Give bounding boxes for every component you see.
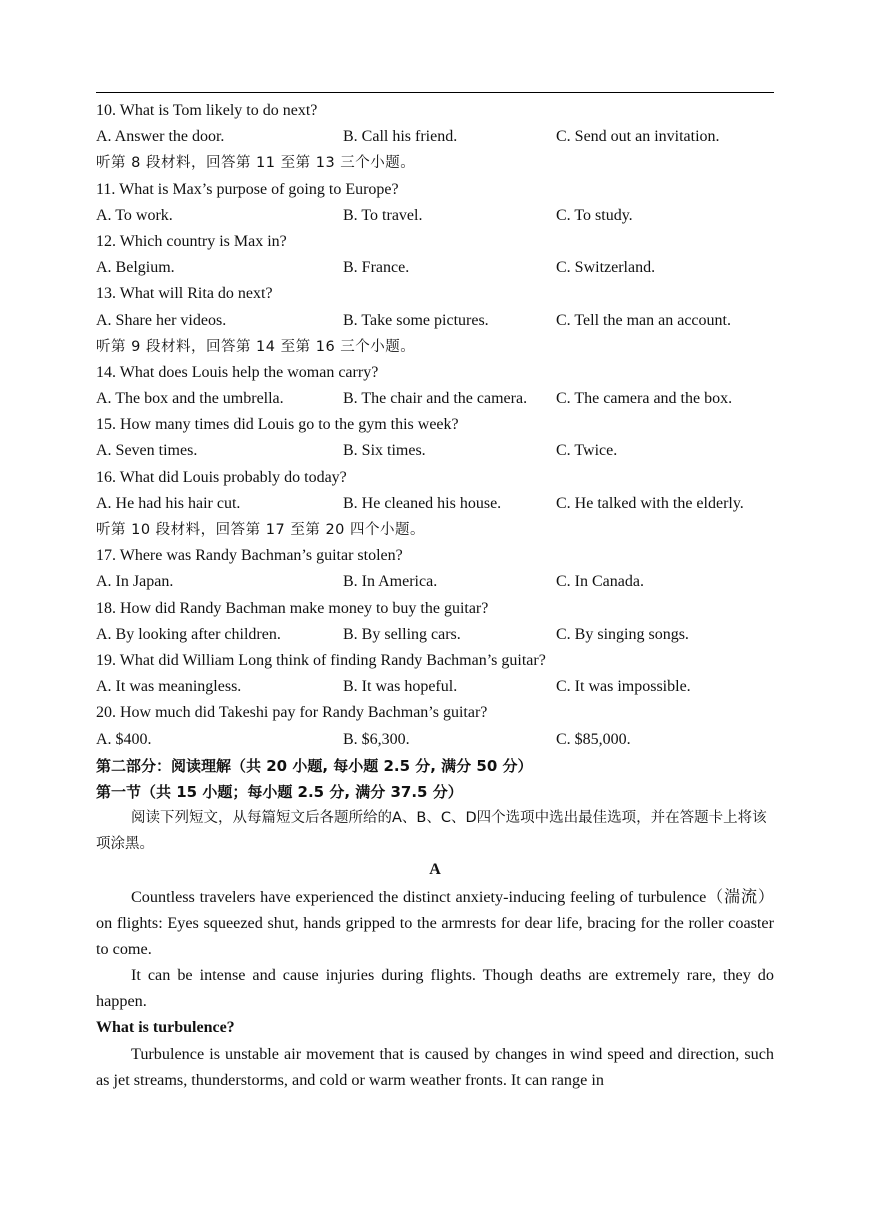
options-13 (96, 308, 774, 334)
option-c: C. In Canada. (556, 573, 644, 591)
option-c: C. To study. (556, 206, 633, 224)
header-rule (96, 92, 774, 93)
option-b: B. $6,300. (343, 730, 410, 748)
options-17 (96, 569, 774, 595)
option-c: C. Switzerland. (556, 259, 656, 277)
option-b: B. In America. (343, 573, 438, 591)
option-b: B. Six times. (343, 442, 426, 460)
option-a: A. In Japan. (96, 573, 174, 591)
option-a: A. It was meaningless. (96, 678, 242, 696)
option-b: B. Take some pictures. (343, 311, 489, 329)
section-8-instruction: 听第 8 段材料，回答第 11 至第 13 三个小题。 (96, 155, 416, 172)
option-a: A. By looking after children. (96, 625, 281, 643)
options-14 (96, 386, 774, 412)
options-16 (96, 491, 774, 517)
option-a: A. To work. (96, 206, 173, 224)
option-b: B. To travel. (343, 206, 423, 224)
option-c: C. He talked with the elderly. (556, 494, 744, 512)
option-a: A. Belgium. (96, 259, 175, 277)
question-17: 17. Where was Randy Bachman’s guitar stolen? (96, 547, 403, 565)
question-15: 15. How many times did Louis go to the gym this week? (96, 416, 459, 434)
options-11 (96, 203, 774, 229)
page-content (96, 98, 774, 1093)
passage-paragraph-2: It can be intense and cause injuries during flights. Though deaths are extremely rare, they do happen. (96, 966, 774, 1011)
option-a: A. The box and the umbrella. (96, 390, 284, 408)
option-c: C. The camera and the box. (556, 390, 733, 408)
passage-heading: What is turbulence? (96, 1018, 235, 1036)
section-9-instruction: 听第 9 段材料，回答第 14 至第 16 三个小题。 (96, 338, 416, 355)
question-13: 13. What will Rita do next? (96, 285, 273, 303)
question-20: 20. How much did Takeshi pay for Randy Bachman’s guitar? (96, 704, 488, 722)
options-15 (96, 438, 774, 464)
passage-label: A (429, 861, 441, 879)
question-19: 19. What did William Long think of finding Randy Bachman’s guitar? (96, 651, 546, 669)
option-b: B. Call his friend. (343, 128, 458, 146)
passage-paragraph-1: Countless travelers have experienced the distinct anxiety-inducing feeling of turbulence（湍流）on flights: Eyes squeezed shut, hands gripped to the armrests for dear life, bracing for the roller coaster to come. (96, 887, 774, 959)
option-b: B. He cleaned his house. (343, 494, 502, 512)
options-20 (96, 727, 774, 753)
option-b: B. The chair and the camera. (343, 390, 528, 408)
option-c: C. Tell the man an account. (556, 311, 731, 329)
option-c: C. It was impossible. (556, 678, 691, 696)
options-10 (96, 124, 774, 150)
option-c: C. Twice. (556, 442, 618, 460)
question-14: 14. What does Louis help the woman carry? (96, 363, 379, 381)
passage-paragraph-3: Turbulence is unstable air movement that is caused by changes in wind speed and direction, such as jet streams, thunderstorms, and cold or warm weather fronts. It can range in (96, 1044, 774, 1090)
question-11: 11. What is Max’s purpose of going to Europe? (96, 180, 399, 198)
question-18: 18. How did Randy Bachman make money to buy the guitar? (96, 599, 489, 617)
options-12 (96, 255, 774, 281)
option-b: B. By selling cars. (343, 625, 461, 643)
option-a: A. He had his hair cut. (96, 494, 241, 512)
option-c: C. $85,000. (556, 730, 631, 748)
options-19 (96, 674, 774, 700)
question-10: 10. What is Tom likely to do next? (96, 102, 318, 119)
option-a: A. $400. (96, 730, 152, 748)
section-1-title: 第一节（共 15 小题；每小题 2.5 分, 满分 37.5 分） (96, 782, 463, 801)
option-a: A. Seven times. (96, 442, 198, 460)
question-16: 16. What did Louis probably do today? (96, 468, 347, 486)
part-2-title: 第二部分：阅读理解（共 20 小题, 每小题 2.5 分, 满分 50 分） (96, 756, 533, 775)
section-10-instruction: 听第 10 段材料，回答第 17 至第 20 四个小题。 (96, 522, 426, 538)
option-b: B. France. (343, 259, 410, 277)
option-b: B. It was hopeful. (343, 678, 458, 696)
option-c: C. By singing songs. (556, 625, 689, 643)
question-12: 12. Which country is Max in? (96, 232, 287, 250)
option-a: A. Share her videos. (96, 311, 227, 329)
option-a: A. Answer the door. (96, 128, 225, 146)
option-c: C. Send out an invitation. (556, 128, 720, 146)
reading-instructions: 阅读下列短文，从每篇短文后各题所给的A、B、C、D四个选项中选出最佳选项，并在答题卡上将该项涂黑。 (96, 810, 767, 853)
options-18 (96, 622, 774, 648)
